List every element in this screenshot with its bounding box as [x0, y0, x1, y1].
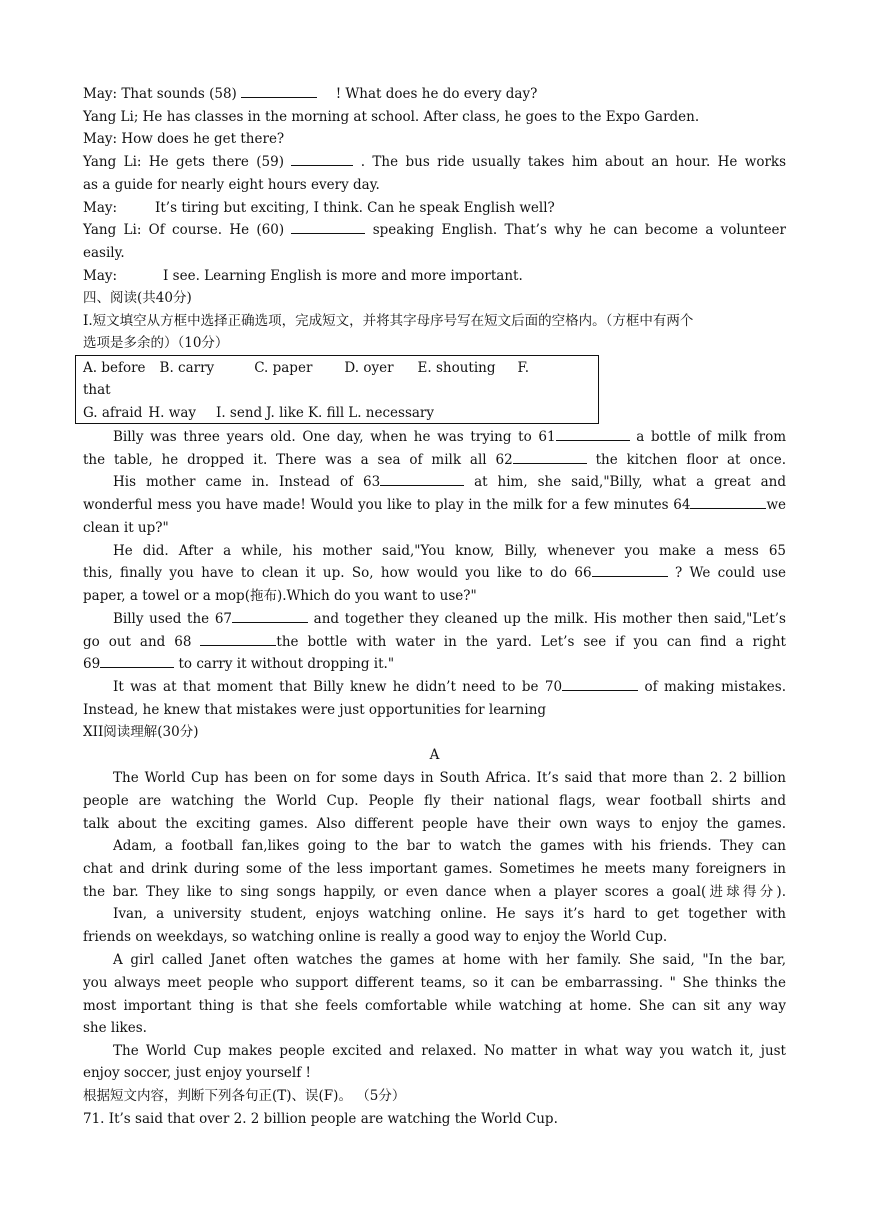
cloze-line: Billy was three years old. One day, when he was trying to 61 a bottle of milk from — [83, 426, 786, 448]
answer-blank-60[interactable] — [291, 219, 365, 234]
section-instruction: 选项是多余的）（10分） — [83, 335, 229, 351]
dialogue-line: as a guide for nearly eight hours every day. — [83, 177, 380, 193]
passage-line: most important thing is that she feels comfortable while watching at home. She can sit any way — [83, 998, 786, 1014]
passage-line: talk about the exciting games. Also different people have their own ways to enjoy the games. — [83, 816, 786, 832]
dialogue-line-59: Yang Li: He gets there (59) . The bus ride usually takes him about an hour. He works — [83, 151, 786, 173]
cloze-line: Billy used the 67 and together they cleaned up the milk. His mother then said,"Let’s — [83, 608, 786, 630]
answer-blank-64[interactable] — [690, 494, 766, 509]
answer-blank-62[interactable] — [513, 449, 587, 464]
word-bank-row: A. before B. carry C. paper D. oyer E. shouting F. — [83, 360, 530, 376]
passage-line: The World Cup makes people excited and relaxed. No matter in what way you watch it, just — [113, 1043, 786, 1059]
answer-blank-63[interactable] — [380, 471, 464, 486]
dialogue-line-58: May: That sounds (58) ! What does he do every day? — [83, 83, 786, 105]
cloze-line: It was at that moment that Billy knew he didn’t need to be 70 of making mistakes. — [83, 676, 786, 698]
passage-line: The World Cup has been on for some days in South Africa. It’s said that more than 2. 2 billion — [113, 770, 786, 786]
dialogue-line: May: It’s tiring but exciting, I think. Can he speak English well? — [83, 200, 555, 216]
section-title: 四、阅读(共40分) — [83, 290, 192, 306]
tf-instruction: 根据短文内容，判断下列各句正(T)、误(F)。 （5分） — [83, 1088, 406, 1104]
passage-letter: A — [429, 747, 440, 763]
cloze-line: the table, he dropped it. There was a sea of milk all 62 the kitchen floor at once. — [83, 449, 786, 471]
dialogue-line: May: How does he get there? — [83, 131, 285, 147]
passage-line: A girl called Janet often watches the games at home with her family. She said, "In the bar, — [113, 952, 786, 968]
cloze-line: Instead, he knew that mistakes were just opportunities for learning — [83, 702, 547, 718]
section-instruction: I.短文填空从方框中选择正确选项，完成短文，并将其字母序号写在短文后面的空格内。（方框中有两个 — [83, 313, 694, 329]
answer-blank-59[interactable] — [291, 151, 353, 166]
cloze-line: wonderful mess you have made! Would you like to play in the milk for a few minutes 64 we — [83, 494, 786, 516]
passage-line: enjoy soccer, just enjoy yourself ! — [83, 1065, 311, 1081]
passage-line: Adam, a football fan,likes going to the bar to watch the games with his friends. They can — [113, 838, 786, 854]
cloze-line: this, finally you have to clean it up. So, how would you like to do 66 ? We could use — [83, 562, 786, 584]
answer-blank-66[interactable] — [592, 562, 668, 577]
passage-line: she likes. — [83, 1020, 147, 1036]
dialogue-line: May: I see. Learning English is more and more important. — [83, 268, 523, 284]
cloze-line: 69 to carry it without dropping it." — [83, 653, 786, 675]
passage-line: the bar. They like to sing songs happily, or even dance when a player scores a goal(进球得分). — [83, 884, 786, 900]
dialogue-line-60: Yang Li: Of course. He (60) speaking English. That’s why he can become a volunteer — [83, 219, 786, 241]
passage-line: people are watching the World Cup. People fly their national flags, wear football shirts and — [83, 793, 786, 809]
answer-blank-68[interactable] — [200, 631, 276, 646]
section-title: XII阅读理解(30分) — [83, 724, 199, 740]
answer-blank-58[interactable] — [241, 83, 317, 98]
passage-line: friends on weekdays, so watching online is really a good way to enjoy the World Cup. — [83, 929, 668, 945]
passage-line: you always meet people who support different teams, so it can be embarrassing. " She thinks the — [83, 975, 786, 991]
cloze-line: His mother came in. Instead of 63 at him, she said,"Billy, what a great and — [83, 471, 786, 493]
answer-blank-61[interactable] — [556, 426, 630, 441]
dialogue-line: easily. — [83, 245, 125, 261]
question-71: 71. It’s said that over 2. 2 billion people are watching the World Cup. — [83, 1111, 558, 1127]
passage-line: Ivan, a university student, enjoys watching online. He says it’s hard to get together with — [113, 906, 786, 922]
cloze-line: He did. After a while, his mother said,"You know, Billy, whenever you make a mess 65 — [113, 543, 786, 559]
dialogue-line: Yang Li; He has classes in the morning at school. After class, he goes to the Expo Garden. — [83, 109, 700, 125]
word-bank-row: that — [83, 382, 111, 398]
cloze-line: paper, a towel or a mop(拖布).Which do you want to use?" — [83, 588, 477, 604]
cloze-line: clean it up?" — [83, 520, 169, 536]
passage-line: chat and drink during some of the less important games. Sometimes he meets many foreigners in — [83, 861, 786, 877]
word-bank-row: G. afraid H. way I. send J. like K. fill L. necessary — [83, 405, 435, 421]
answer-blank-70[interactable] — [562, 676, 638, 691]
answer-blank-67[interactable] — [232, 608, 308, 623]
answer-blank-69[interactable] — [100, 653, 174, 668]
cloze-line: go out and 68 the bottle with water in the yard. Let’s see if you can find a right — [83, 631, 786, 653]
